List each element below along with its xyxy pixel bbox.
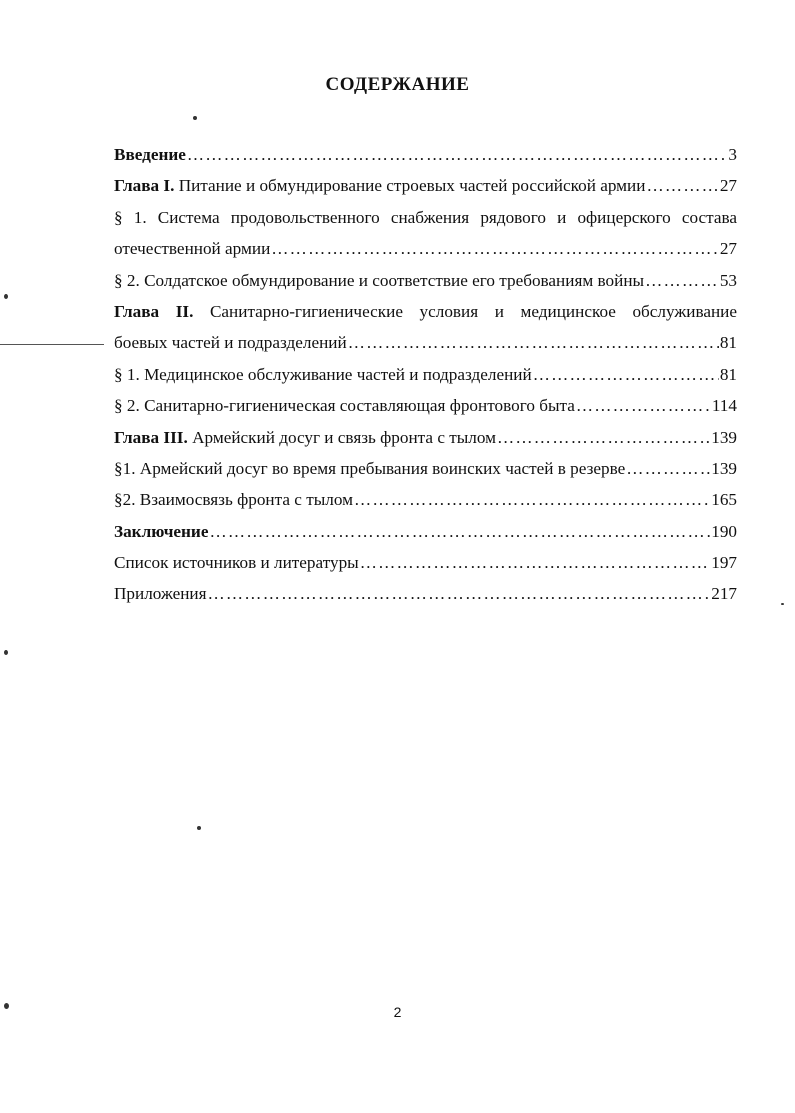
toc-entry-line: § 1. Система продовольственного снабжения рядового и офицерского состава xyxy=(114,207,737,227)
dot-leader xyxy=(208,578,711,609)
table-of-contents xyxy=(114,139,737,610)
page-number: 2 xyxy=(393,1004,402,1020)
toc-entry-lead: Глава II. xyxy=(114,301,194,321)
scan-speck xyxy=(4,1003,9,1009)
toc-entry-chapter-2 xyxy=(114,296,737,359)
toc-page-number: 81 xyxy=(719,333,737,353)
dot-leader xyxy=(354,484,710,515)
toc-entry-chapter-3 xyxy=(114,422,737,453)
dot-leader xyxy=(348,327,719,358)
toc-page-number: 139 xyxy=(711,458,737,478)
toc-page-number: 114 xyxy=(711,396,737,416)
dot-leader xyxy=(271,233,719,264)
toc-entry-chapter-1-section-1 xyxy=(114,202,737,265)
toc-page-number: 27 xyxy=(719,176,737,196)
toc-entry-text: отечественной армии xyxy=(114,239,271,259)
toc-entry-chapter-2-section-1 xyxy=(114,359,737,390)
toc-page-number: 53 xyxy=(719,270,737,290)
toc-entry-text: §1. Армейский досуг во время пребывания воинских частей в резерве xyxy=(114,458,626,478)
toc-entry-chapter-1-section-2 xyxy=(114,265,737,296)
toc-entry-lead: Введение xyxy=(114,145,186,164)
toc-entry-conclusion xyxy=(114,516,737,547)
toc-page-number: 27 xyxy=(719,239,737,259)
toc-page-number: 197 xyxy=(711,553,737,573)
toc-page-number: 190 xyxy=(711,521,737,541)
toc-page-number: 3 xyxy=(728,145,737,164)
page-title: СОДЕРЖАНИЕ xyxy=(325,74,470,95)
dot-leader xyxy=(187,139,728,170)
toc-page-number: 165 xyxy=(711,490,737,510)
toc-entry-text: боевых частей и подразделений xyxy=(114,333,347,353)
dot-leader xyxy=(360,547,710,578)
scan-speck xyxy=(197,826,201,830)
scan-speck xyxy=(781,603,784,605)
toc-page-number: 81 xyxy=(719,364,737,384)
toc-entry-chapter-3-section-2 xyxy=(114,484,737,515)
dot-leader xyxy=(576,390,711,421)
dot-leader xyxy=(209,516,710,547)
toc-entry-text: § 2. Санитарно-гигиеническая составляющая фронтового быта xyxy=(114,396,575,416)
toc-entry-line: Санитарно-гигиенические условия и медицинское обслуживание xyxy=(209,301,737,321)
scan-line-artifact xyxy=(0,344,104,345)
toc-entry-appendices xyxy=(114,578,737,609)
dot-leader xyxy=(626,453,710,484)
toc-entry-lead: Глава I. xyxy=(114,176,175,196)
toc-entry-introduction xyxy=(114,139,737,170)
toc-entry-text: Армейский досуг и связь фронта с тылом xyxy=(187,427,497,447)
toc-entry-text: § 1. Медицинское обслуживание частей и подразделений xyxy=(114,364,532,384)
toc-entry-text: § 2. Солдатское обмундирование и соответствие его требованиям войны xyxy=(114,270,645,290)
toc-entry-chapter-3-section-1 xyxy=(114,453,737,484)
toc-page-number: 217 xyxy=(711,584,737,604)
dot-leader xyxy=(646,170,718,201)
toc-entry-chapter-2-section-2 xyxy=(114,390,737,421)
toc-page-number: 139 xyxy=(711,427,737,447)
toc-entry-text: Список источников и литературы xyxy=(114,553,359,573)
scan-speck xyxy=(4,650,8,655)
scan-speck xyxy=(193,116,197,120)
toc-entry-lead: Глава III. xyxy=(114,427,188,447)
toc-entry-text: Приложения xyxy=(114,584,207,604)
toc-entry-text: Питание и обмундирование строевых частей российской армии xyxy=(174,176,646,196)
toc-entry-bibliography xyxy=(114,547,737,578)
toc-entry-text: §2. Взаимосвязь фронта с тылом xyxy=(114,490,353,510)
dot-leader xyxy=(645,265,719,296)
toc-entry-lead: Заключение xyxy=(114,521,209,541)
dot-leader xyxy=(533,359,719,390)
dot-leader xyxy=(497,422,710,453)
toc-entry-chapter-1 xyxy=(114,170,737,201)
scan-speck xyxy=(4,294,8,299)
